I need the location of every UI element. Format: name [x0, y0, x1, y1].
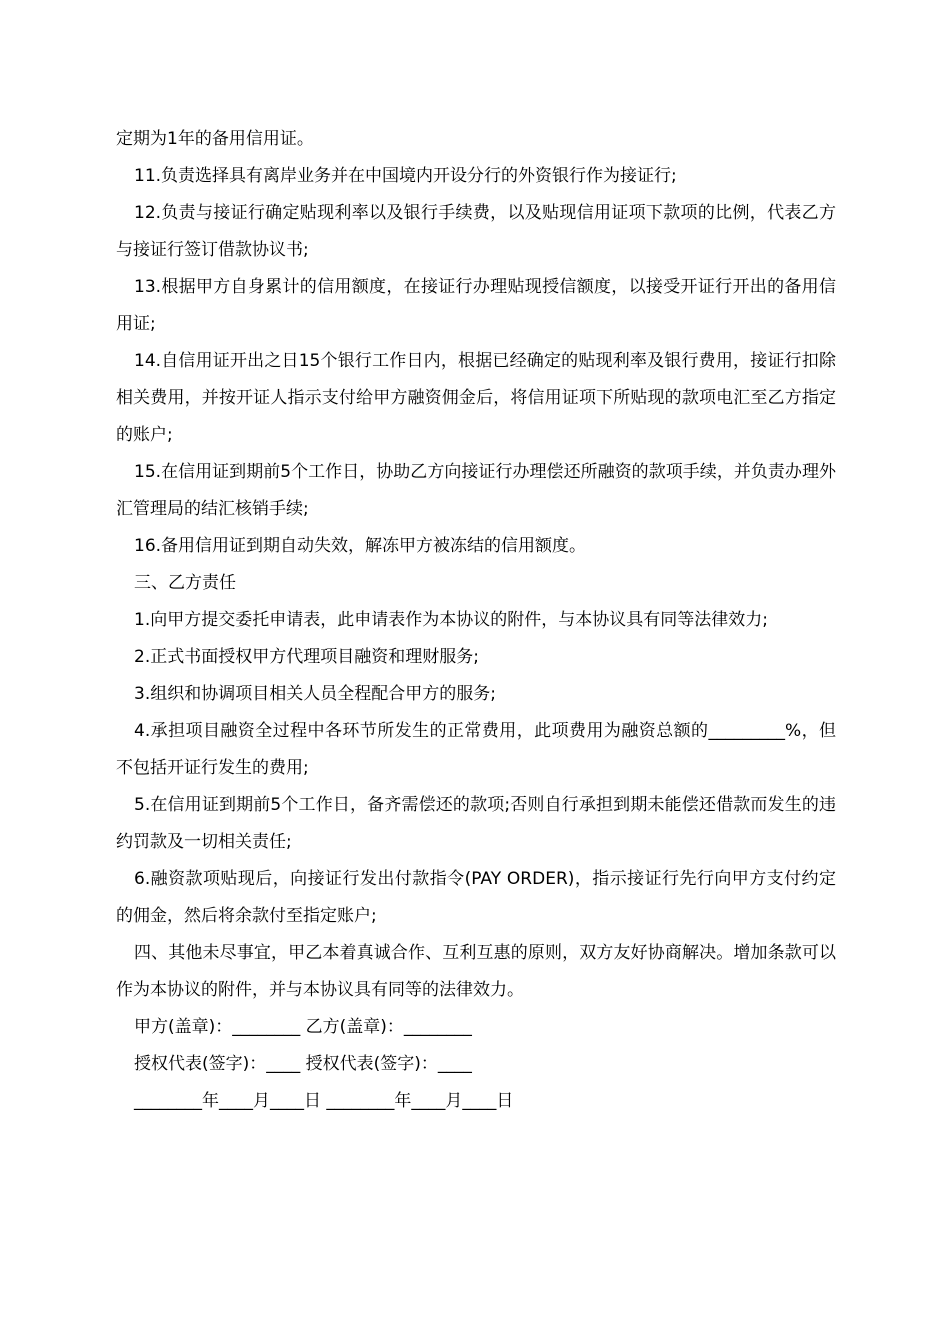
signature-representative-line: 授权代表(签字)：____ 授权代表(签字)：____ — [134, 1054, 472, 1074]
party-b-clause-4: 4.承担项目融资全过程中各环节所发生的正常费用，此项费用为融资总额的_________%，但不包括开证行发生的费用; — [116, 721, 836, 778]
party-b-clause-1: 1.向甲方提交委托申请表，此申请表作为本协议的附件，与本协议具有同等法律效力; — [134, 610, 768, 630]
paragraph-continuation: 定期为1年的备用信用证。 — [116, 129, 314, 149]
clause-16: 16.备用信用证到期自动失效，解冻甲方被冻结的信用额度。 — [134, 536, 587, 556]
party-b-clause-6: 6.融资款项贴现后，向接证行发出付款指令(PAY ORDER)，指示接证行先行向甲方支付约定的佣金，然后将余款付至指定账户; — [116, 869, 836, 926]
signature-seal-line: 甲方(盖章)：________ 乙方(盖章)：________ — [134, 1017, 472, 1037]
clause-13: 13.根据甲方自身累计的信用额度，在接证行办理贴现授信额度，以接受开证行开出的备用信用证; — [116, 277, 836, 334]
clause-14: 14.自信用证开出之日15个银行工作日内，根据已经确定的贴现利率及银行费用，接证行扣除相关费用，并按开证人指示支付给甲方融资佣金后，将信用证项下所贴现的款项电汇至乙方指定的账户; — [116, 351, 836, 445]
clause-15: 15.在信用证到期前5个工作日，协助乙方向接证行办理偿还所融资的款项手续，并负责办理外汇管理局的结汇核销手续; — [116, 462, 836, 519]
section-other-matters: 四、其他未尽事宜，甲乙本着真诚合作、互利互惠的原则，双方友好协商解决。增加条款可以作为本协议的附件，并与本协议具有同等的法律效力。 — [116, 943, 836, 1000]
party-b-clause-2: 2.正式书面授权甲方代理项目融资和理财服务; — [134, 647, 479, 667]
section-heading-party-b: 三、乙方责任 — [134, 573, 236, 593]
party-b-clause-5: 5.在信用证到期前5个工作日，备齐需偿还的款项;否则自行承担到期未能偿还借款而发生的违约罚款及一切相关责任; — [116, 795, 836, 852]
party-b-clause-3: 3.组织和协调项目相关人员全程配合甲方的服务; — [134, 684, 496, 704]
signature-date-line: ________年____月____日 ________年____月____日 — [134, 1091, 514, 1111]
clause-11: 11.负责选择具有离岸业务并在中国境内开设分行的外资银行作为接证行; — [134, 166, 677, 186]
clause-12: 12.负责与接证行确定贴现利率以及银行手续费，以及贴现信用证项下款项的比例，代表乙方与接证行签订借款协议书; — [116, 203, 836, 260]
